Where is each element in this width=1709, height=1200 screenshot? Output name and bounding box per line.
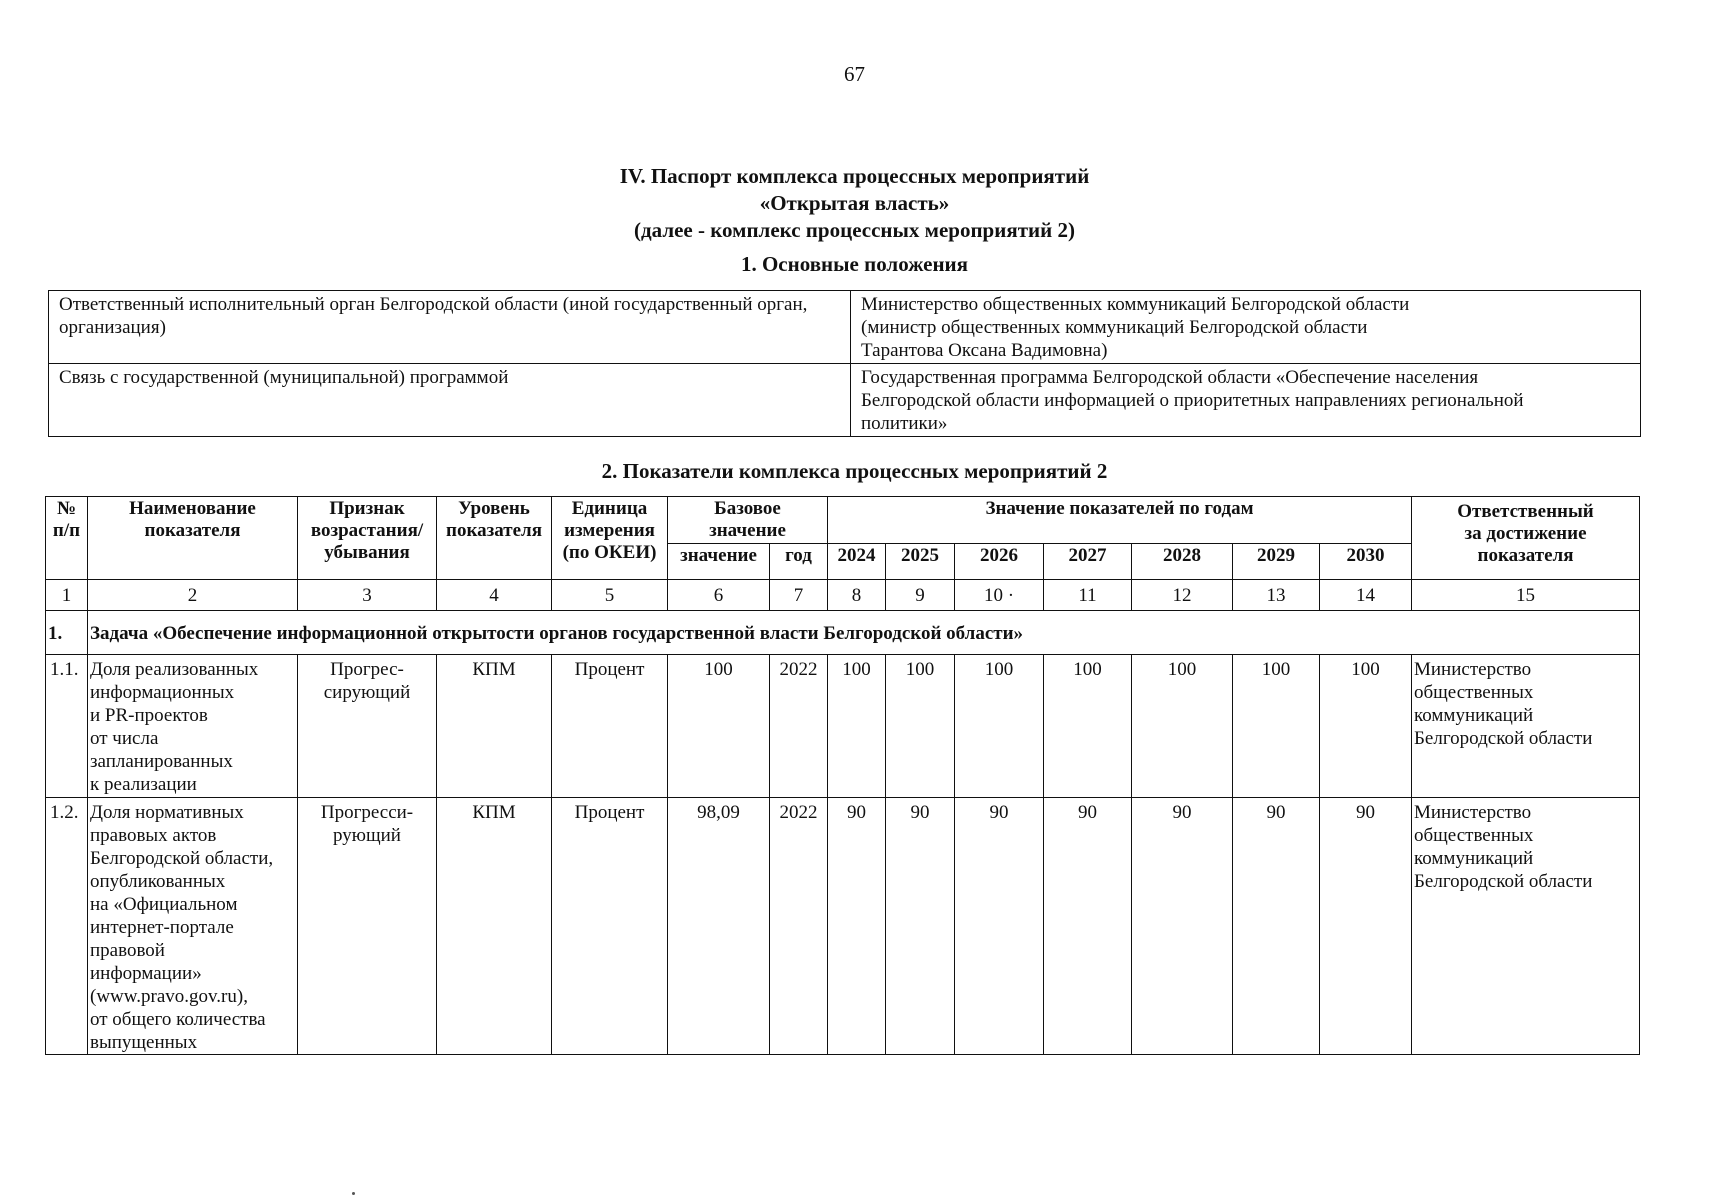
text-line: Белгородской области информацией о приоритетных направлениях региональной — [861, 390, 1524, 411]
header-sign — [298, 497, 437, 580]
text-line: информационных — [90, 682, 235, 703]
text-line: Тарантова Оксана Вадимовна) — [861, 340, 1108, 361]
header-line: убывания — [324, 542, 410, 563]
column-number: 12 — [1132, 580, 1233, 611]
text-line: Доля нормативных — [90, 802, 244, 823]
base-value: 100 — [668, 655, 770, 798]
header-line: значение — [709, 520, 786, 541]
year-value: 90 — [886, 798, 955, 1055]
table-row — [46, 798, 1640, 1055]
text-line: выпущенных — [90, 1032, 198, 1053]
text-line: интернет-портале — [90, 917, 234, 938]
text-line: информации» — [90, 963, 202, 984]
year-value: 90 — [1044, 798, 1132, 1055]
row-number: 1.2. — [46, 798, 88, 1055]
column-number: 4 — [437, 580, 552, 611]
column-number: 10 · — [955, 580, 1044, 611]
year-value: 100 — [1233, 655, 1320, 798]
header-line: показателя — [144, 520, 241, 541]
header-level — [437, 497, 552, 580]
text-line: Белгородской области, — [90, 848, 274, 869]
column-numbers-row — [46, 580, 1640, 611]
header-year: 2024 — [828, 544, 886, 580]
header-line: Единица — [571, 498, 648, 519]
text-line: общественных — [1414, 682, 1534, 703]
header-line: показателя — [1477, 545, 1574, 566]
text-line: правовых актов — [90, 825, 217, 846]
task-text: Задача «Обеспечение информационной открытости органов государственной власти Белгородской области» — [88, 611, 1640, 655]
header-year: 2026 — [955, 544, 1044, 580]
header-row-1 — [46, 497, 1640, 544]
indicator-name — [88, 655, 298, 798]
header-line: № — [56, 498, 77, 519]
program-link-value-cell — [851, 364, 1641, 437]
text-line: Прогрес- — [330, 659, 404, 680]
text-line: (министр общественных коммуникаций Белгородской области — [861, 317, 1368, 338]
column-number: 14 — [1320, 580, 1412, 611]
text-line: Министерство общественных коммуникаций Белгородской области — [861, 294, 1410, 315]
indicator-name — [88, 798, 298, 1055]
year-value: 90 — [1132, 798, 1233, 1055]
base-value: 98,09 — [668, 798, 770, 1055]
program-link-label-cell: Связь с государственной (муниципальной) программой — [49, 364, 851, 437]
header-unit — [552, 497, 668, 580]
text-line: Прогресси- — [320, 802, 414, 823]
responsible-body — [1412, 798, 1640, 1055]
column-number: 15 — [1412, 580, 1640, 611]
column-number: 5 — [552, 580, 668, 611]
page-number: 67 — [844, 62, 865, 86]
text-line: сирующий — [323, 682, 411, 703]
text-line: запланированных — [90, 751, 233, 772]
year-value: 100 — [955, 655, 1044, 798]
text-line: коммуникаций — [1414, 705, 1534, 726]
text-line: Белгородской области — [1414, 728, 1593, 749]
header-line: Ответственный — [1457, 501, 1594, 522]
title-line-1: IV. Паспорт комплекса процессных мероприятий — [619, 164, 1090, 188]
column-number: 8 — [828, 580, 886, 611]
table-row — [49, 291, 1641, 364]
year-value: 100 — [1044, 655, 1132, 798]
header-line: Базовое — [714, 498, 781, 519]
text-line: к реализации — [90, 774, 197, 795]
table-row — [46, 655, 1640, 798]
indicators-table — [45, 496, 1640, 1055]
text-line: правовой — [90, 940, 165, 961]
base-year: 2022 — [770, 798, 828, 1055]
header-line: возрастания/ — [310, 520, 424, 541]
indicator-unit: Процент — [552, 798, 668, 1055]
year-value: 90 — [955, 798, 1044, 1055]
year-value: 90 — [828, 798, 886, 1055]
header-line: Признак — [329, 498, 405, 519]
indicator-unit: Процент — [552, 655, 668, 798]
column-number: 11 — [1044, 580, 1132, 611]
base-year: 2022 — [770, 655, 828, 798]
column-number: 6 — [668, 580, 770, 611]
text-line: от общего количества — [90, 1009, 266, 1030]
header-base-value: значение — [668, 544, 770, 580]
text-line: от числа — [90, 728, 159, 749]
header-line: показателя — [446, 520, 542, 541]
title-line-3: (далее - комплекс процессных мероприятий 2) — [634, 218, 1075, 242]
column-number: 13 — [1233, 580, 1320, 611]
header-base — [668, 497, 828, 544]
column-number: 3 — [298, 580, 437, 611]
text-line: Министерство — [1414, 659, 1532, 680]
year-value: 100 — [886, 655, 955, 798]
header-line: Наименование — [129, 498, 256, 519]
text-line: и PR-проектов — [90, 705, 208, 726]
basic-provisions-table — [48, 290, 1641, 437]
header-year: 2029 — [1233, 544, 1320, 580]
header-year: 2027 — [1044, 544, 1132, 580]
text-line: общественных — [1414, 825, 1534, 846]
header-line: измерения — [564, 520, 655, 541]
text-line: на «Официальном — [90, 894, 238, 915]
text-line: опубликованных — [90, 871, 226, 892]
scan-speck — [352, 1192, 355, 1195]
task-number: 1. — [46, 611, 88, 655]
year-value: 90 — [1320, 798, 1412, 1055]
responsible-body — [1412, 655, 1640, 798]
column-number: 7 — [770, 580, 828, 611]
text-line: Доля реализованных — [90, 659, 259, 680]
text-line: (www.pravo.gov.ru), — [90, 986, 248, 1007]
section-2-title: 2. Показатели комплекса процессных мероприятий 2 — [601, 459, 1108, 483]
year-value: 100 — [1320, 655, 1412, 798]
responsible-value-cell — [851, 291, 1641, 364]
header-responsible — [1412, 497, 1640, 580]
text-line: коммуникаций — [1414, 848, 1534, 869]
header-year: 2030 — [1320, 544, 1412, 580]
header-line: за достижение — [1464, 523, 1587, 544]
row-number: 1.1. — [46, 655, 88, 798]
text-line: Белгородской области — [1414, 871, 1593, 892]
text-line: политики» — [861, 413, 948, 434]
header-line: (по ОКЕИ) — [562, 542, 657, 563]
text-line: рующий — [333, 825, 401, 846]
task-row — [46, 611, 1640, 655]
year-value: 90 — [1233, 798, 1320, 1055]
column-number: 9 — [886, 580, 955, 611]
document-title — [0, 163, 1709, 244]
header-line: Уровень — [458, 498, 530, 519]
responsible-label-cell: Ответственный исполнительный орган Белгородской области (иной государственный орган, организация) — [49, 291, 851, 364]
table-row — [49, 364, 1641, 437]
header-years-group: Значение показателей по годам — [828, 497, 1412, 544]
text-line: Министерство — [1414, 802, 1532, 823]
header-name — [88, 497, 298, 580]
header-year: 2028 — [1132, 544, 1233, 580]
year-value: 100 — [828, 655, 886, 798]
column-number: 2 — [88, 580, 298, 611]
column-number: 1 — [46, 580, 88, 611]
indicator-level: КПМ — [437, 798, 552, 1055]
section-1-title: 1. Основные положения — [740, 252, 969, 276]
header-num — [46, 497, 88, 580]
title-line-2: «Открытая власть» — [759, 191, 950, 215]
header-base-year: год — [770, 544, 828, 580]
year-value: 100 — [1132, 655, 1233, 798]
indicator-level: КПМ — [437, 655, 552, 798]
header-line: п/п — [52, 520, 81, 541]
indicator-sign — [298, 655, 437, 798]
text-line: Государственная программа Белгородской области «Обеспечение населения — [861, 367, 1479, 388]
indicator-sign — [298, 798, 437, 1055]
header-year: 2025 — [886, 544, 955, 580]
